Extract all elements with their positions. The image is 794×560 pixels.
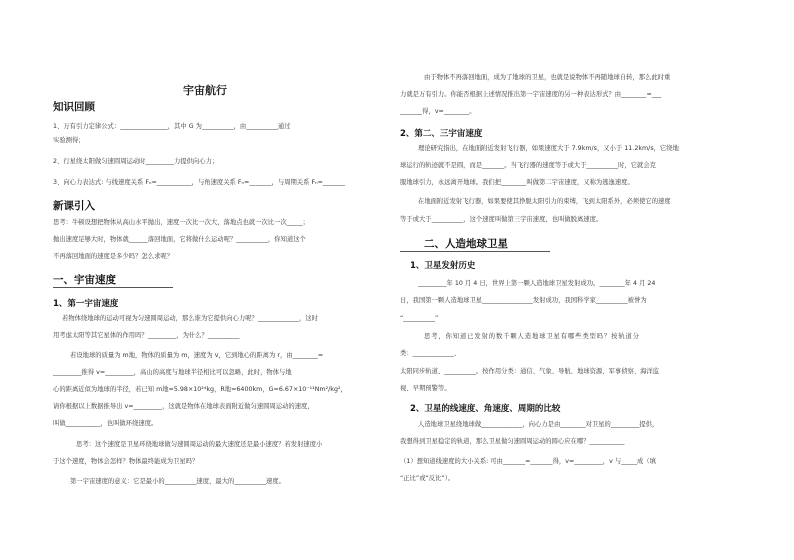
think-types-line-1: 思考，你知道已发射的数千颗人造地球卫星有哪些类型吗？按轨道分 [424,333,640,340]
launch-line-2: 日，我国第一颗人造地球卫星________________发射成功，我国科学家__________被誉为 [400,297,647,304]
compare-line-4: “正比”或“反比”）。 [400,475,455,482]
right-para-2-line-2: 球运行的轨迹就不是圆，而是_______。当飞行器的速度等于或大于__________时，它就会克 [400,162,657,169]
first-velocity-meaning: 第一宇宙速度的意义：它是最小的__________速度，最大的__________速度。 [70,478,285,485]
para-2-line-5: 叫做___________，也叫做环绕速度。 [53,420,158,427]
right-para-2-line-4: 在地面附近发射飞行器，如果要使其挣脱太阳引力的束缚，飞到太阳系外，必须使它的速度 [418,198,671,205]
review-item-1-cont: 实验测得； [53,137,85,144]
compare-line-1: 人造地球卫星绕地球做_____________，向心力是由________对卫星的_________提供， [418,421,659,428]
think-types-line-4: 视、早期预警等。 [400,385,451,392]
compare-line-2: 我想得到卫星稳定的轨道，那么卫星做匀速圆周运动的圆心应在哪？___________ [400,438,625,445]
right-para-2-line-3: 服地球引力，永远离开地球。我们把________叫做第二宇宙速度，又称为逃逸速度。 [400,179,634,186]
first-cosmic-velocity-heading: 1、第一宇宙速度 [53,299,119,309]
para-1-line-2: 用考虑太阳等其它星体的作用吗？_________，为什么？__________ [53,332,240,339]
para-2-line-4: 请你根据以上数据推导出 v=_________，这就是物体在地球表面附近做匀速圆周运动的速度， [53,403,314,410]
review-item-3: 3、向心力表达式: 与线速度关系 Fₙ=___________，与角速度关系 Fₙ=_______，与周期关系 Fₙ=_______ [53,179,346,186]
right-para-2-line-5: 等于或大于__________，这个速度叫做第三宇宙速度，也叫做脱离速度。 [400,216,603,223]
page-title: 宇宙航行 [183,84,227,97]
section-1-heading: 一、宇宙速度 [53,274,116,286]
launch-line-3: “__________” [400,315,439,322]
para-2-line-1: 若设地球的质量为 m地，物体的质量为 m，速度为 v，它到地心的距离为 r，由________= [70,352,324,359]
right-para-2-line-1: 理论研究指出，在地面附近发射飞行器，如果速度大于 7.9km/s，又小于 11.2km/s，它绕地 [418,145,679,152]
para-2-line-3: 心的距离近似为地球的半径，若已知 m地=5.98×10²⁴kg，R地=6400km，G=6.67×10⁻¹¹Nm²/kg²， [53,386,347,393]
para-2-line-2: _________推得 v=_________，高山的高度与地球半径相比可以忽略，此时，物体与地 [53,369,292,376]
think-line-1: 思考：这个速度是卫星环绕地球做匀速圆周运动的最大速度还是最小速度？若发射速度小 [76,441,323,448]
launch-line-1: _________年 10 月 4 日，世界上第一颗人造地球卫星发射成功。________年 4 月 24 [418,280,656,287]
intro-line-3: 不再落回地面的速度是多少吗？怎么求呢？ [53,253,174,260]
think-types-line-3: 太阳同步轨道、__________。按作用分类：通信、气象、导航、地球资源、军事侦察、海洋监 [400,368,660,375]
right-para-1-line-1: 由于物体不再落回地面，成为了地球的卫星，也就是说物体不再随地球自转，那么此时重 [424,74,671,81]
right-para-1-line-2: 力就是万有引力。你能否根据上述情况推出第一宇宙速度的另一种表达形式？由________=___ [400,91,662,98]
satellite-comparison-heading: 2、卫星的线速度、角速度、周期的比较 [410,404,561,414]
compare-line-3: （1）想知道线速度的大小关系: 可由_______=_______得，v=_________，v 与_____成（填 [400,458,656,465]
review-item-2: 2、行星绕太阳做匀速圆周运动时_________力提供向心力； [53,158,219,165]
intro-line-1: 思考：牛顿设想把物体从高山水平抛出，速度一次比一次大，落地点也就一次比一次_____； [53,219,309,226]
intro-line-2: 抛出速度足够大时，物体就______落回地面，它将做什么运动呢？__________，你知道这个 [53,236,306,243]
second-third-velocity-heading: 2、第二、三宇宙速度 [400,129,483,139]
think-line-2: 于这个速度，物体会怎样？物体最终能成为卫星吗？ [53,458,199,465]
review-item-1: 1、万有引力定律公式：_______________，其中 G 为__________，由__________通过 [53,123,291,130]
right-para-1-line-3: _______得，v=________。 [400,108,476,115]
para-1-line-1: 若物体绕地球的运动可视为匀速圆周运动，那么谁为它提供向心力呢？_____________，这时 [62,315,318,322]
section-2-underline [400,251,550,252]
review-heading: 知识回顾 [53,101,95,113]
section-2-heading: 二、人造地球卫星 [424,238,508,250]
section-1-underline [53,287,173,288]
think-types-line-2: 类：_____________、 [400,350,461,357]
launch-history-heading: 1、卫星发射历史 [410,261,476,271]
intro-heading: 新课引入 [53,200,95,212]
